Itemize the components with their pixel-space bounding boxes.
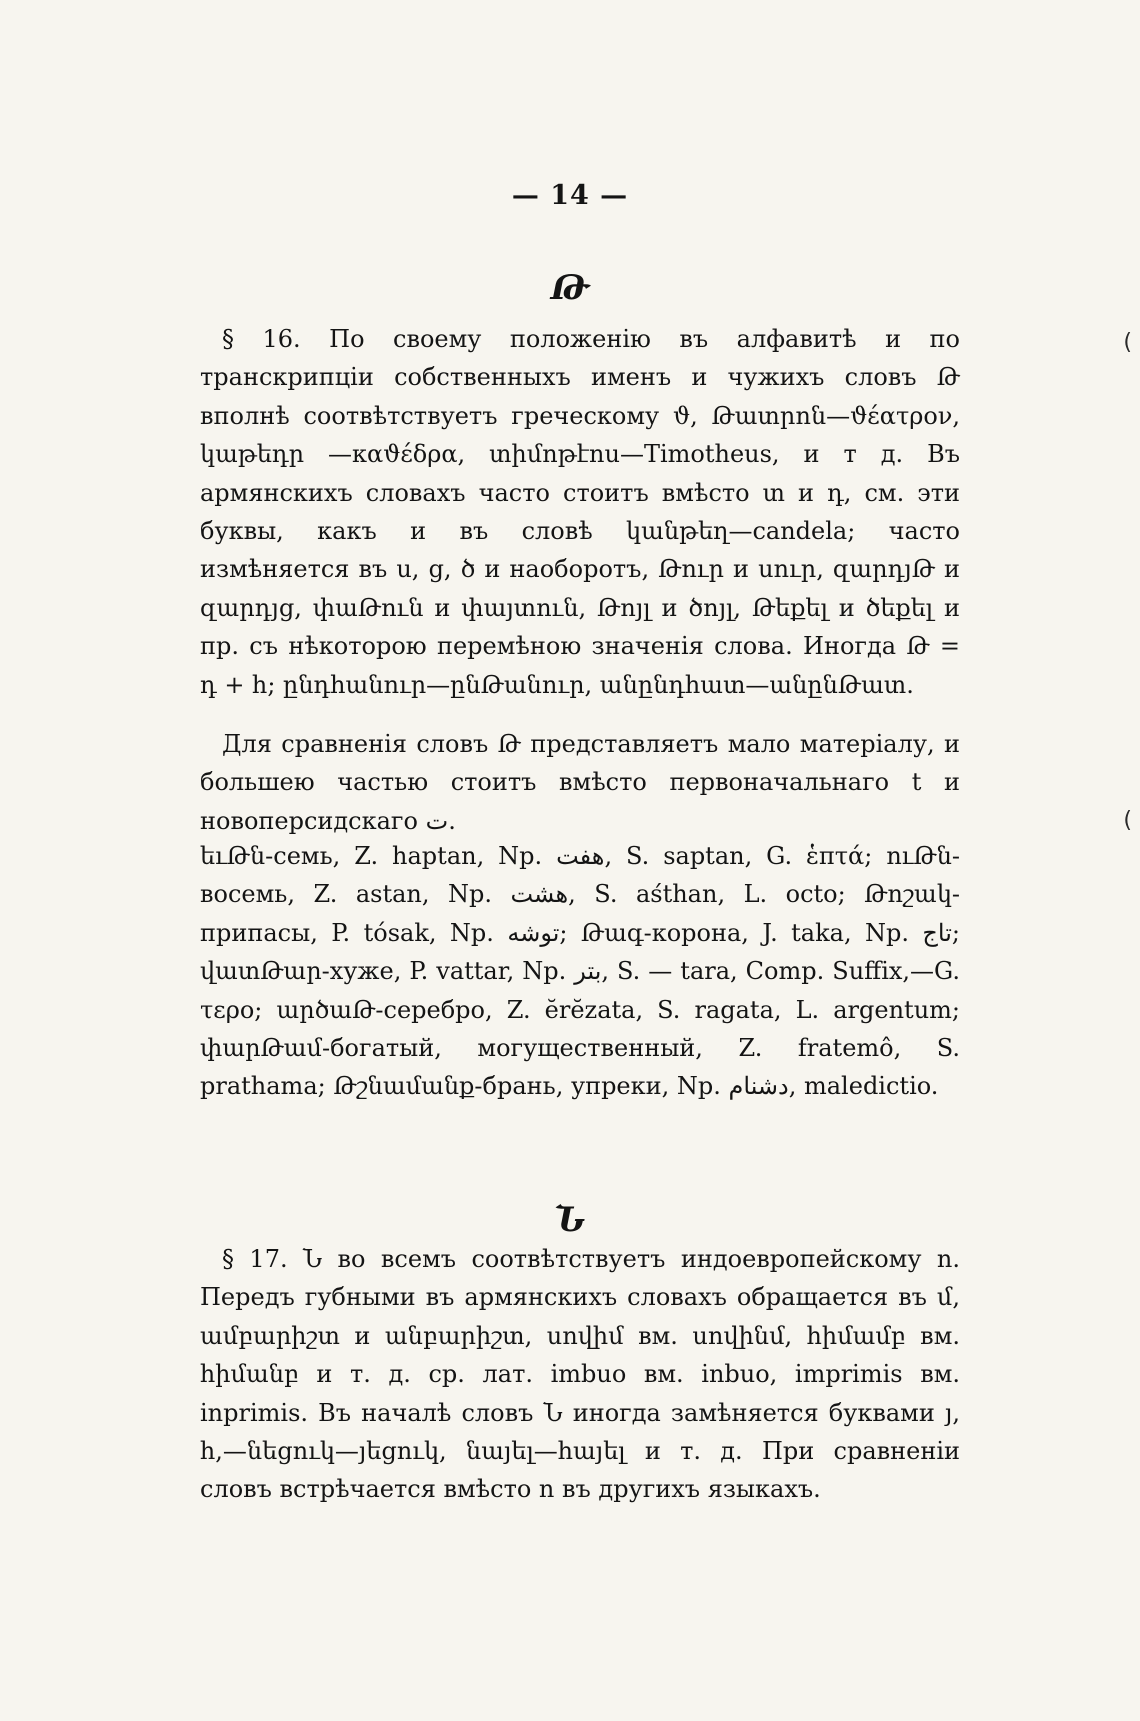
paragraph-examples: եւԹն-семь, Z. haptan, Np. هفت, S. saptan, G. ἑπτά; ուԹն-восемь, Z. astan, Np. هشت, S. aśthan, L. octo; Թոշակ-припасы, P. tósak, Np. توشه; Թագ-корона, J. taka, Np. تاج; վատԹար-хуже, P. vattar, Np. بتر, S. — tara, Comp. Suffix,—G. τερο; արծաԹ-серебро, Z. ĕrĕzata, S. ragata, L. argentum; փարԹամ-богатый, могущественный, Z. fratemô, S. prathama; Թշնամանք-брань, упреки, Np. دشنام, maledictio. (200, 842, 960, 1101)
paragraph-comparison: Для сравненія словъ Թ представляетъ мало матеріалу, и большею частью стоитъ вмѣсто первоначальнаго t и новоперсидскаго ت. (200, 730, 960, 835)
section-heading-letter-t: Թ (550, 268, 590, 308)
margin-mark: ( (1123, 808, 1132, 833)
section-heading-letter-n: Ն (554, 1200, 586, 1240)
paragraph-16: § 16. По своему положенію въ алфавитѣ и по транскрипціи собственныхъ именъ и чужихъ словъ Թ вполнѣ соотвѣтствуетъ греческому ϑ, Թատրոն—ϑέατρον, կաթեդր —καϑέδρα, տիմոթէոս—Timotheus, и т д. Въ армянскихъ словахъ часто стоитъ вмѣсто տ и դ, см. эти буквы, какъ и въ словѣ կանթեղ—candela; часто измѣняется въ ս, ց, ծ и наоборотъ, Թուր и սուր, զարդյԹ и զարդյց, փաԹուն и փայտուն, Թոյլ и ծոյլ, Թեքել и ծեքել и пр. съ нѣкоторою перемѣною значенія слова. Иногда Թ = դ + հ; ընդհանուր—ընԹանուր, անընդհատ—անընԹատ. (200, 325, 960, 699)
margin-mark: ( (1123, 330, 1132, 355)
page-number: — 14 — (511, 180, 629, 211)
paragraph-17: § 17. Ն во всемъ соотвѣтствуетъ индоевропейскому n. Передъ губными въ армянскихъ словахъ обращается въ մ, ամբարիշտ и անբարիշտ, սովիմ вм. սովինմ, հիմամբ вм. հիմանբ и т. д. ср. лат. imbuo вм. inbuo, imprimis вм. inprimis. Въ началѣ словъ Ն иногда замѣняется буквами յ, հ,—նեցուկ—յեցուկ, նայել—հայել и т. д. При сравненіи словъ встрѣчается вмѣсто n въ другихъ языкахъ. (200, 1245, 960, 1504)
